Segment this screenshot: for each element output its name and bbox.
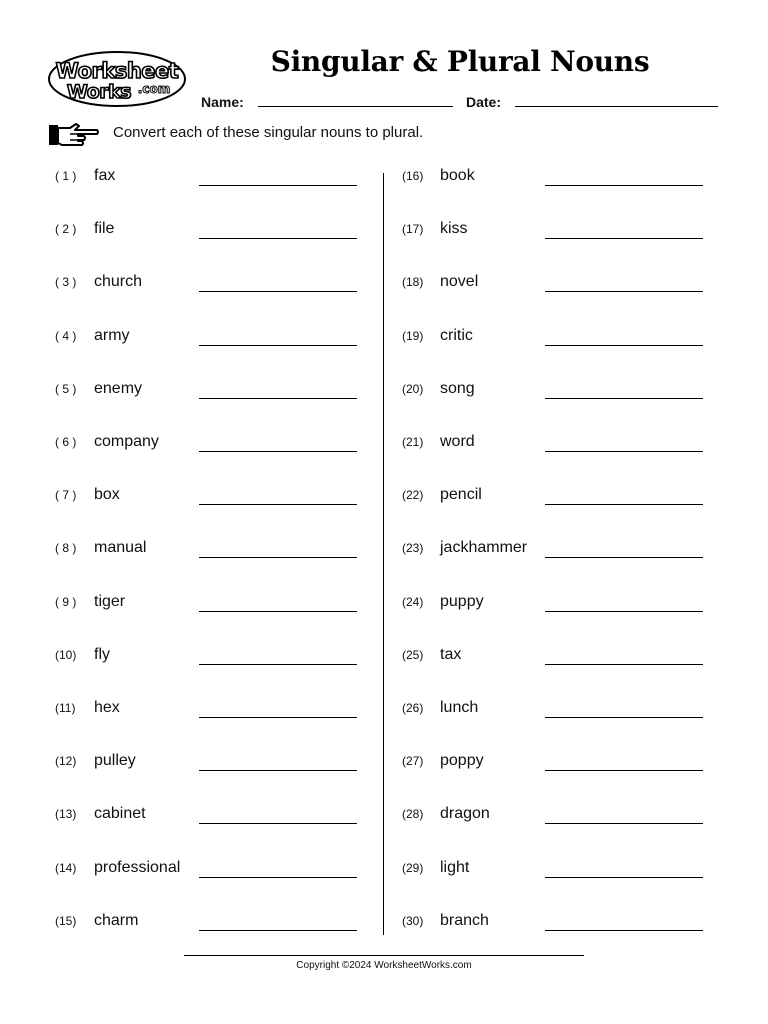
exercise-item — [0, 220, 768, 260]
singular-noun: puppy — [440, 592, 484, 610]
singular-noun: lunch — [440, 699, 479, 716]
singular-noun: fax — [94, 167, 116, 184]
item-number: ( 6 ) — [55, 435, 77, 449]
item-number: (15) — [55, 913, 77, 928]
logo-text-suffix: .com — [137, 82, 171, 96]
item-number: (14) — [55, 860, 77, 875]
singular-noun: word — [440, 433, 475, 450]
exercise-item — [0, 380, 768, 420]
exercise-item — [0, 859, 768, 899]
item-number: (18) — [402, 275, 424, 290]
answer-line[interactable] — [545, 557, 703, 558]
footer-rule — [184, 955, 584, 956]
item-number: ( 1 ) — [55, 169, 77, 183]
item-number: (30) — [402, 913, 424, 928]
exercise-item — [0, 912, 768, 952]
answer-line[interactable] — [545, 291, 703, 292]
singular-noun: professional — [94, 858, 181, 876]
item-number: ( 5 ) — [55, 381, 77, 396]
exercise-item — [0, 486, 768, 526]
answer-line[interactable] — [545, 238, 703, 239]
exercise-item — [0, 805, 768, 845]
worksheetworks-logo — [47, 50, 193, 110]
singular-noun: song — [440, 379, 475, 397]
singular-noun: church — [94, 273, 143, 291]
exercise-item — [0, 167, 768, 207]
singular-noun: cabinet — [94, 805, 146, 823]
answer-line[interactable] — [545, 930, 703, 931]
singular-noun: jackhammer — [440, 539, 528, 557]
singular-noun: pencil — [440, 486, 482, 504]
exercise-item — [0, 752, 768, 792]
singular-noun: tiger — [94, 592, 126, 610]
date-field[interactable] — [515, 106, 718, 107]
answer-line[interactable] — [545, 664, 703, 665]
logo-text-line2: Works — [66, 81, 132, 103]
answer-line[interactable] — [545, 451, 703, 452]
singular-noun: company — [94, 433, 159, 450]
item-number: ( 2 ) — [55, 222, 77, 237]
logo-text-line1: Worksheet — [55, 59, 179, 83]
singular-noun: army — [94, 326, 130, 344]
singular-noun: manual — [94, 539, 147, 557]
name-field[interactable] — [258, 106, 453, 107]
exercise-item — [0, 273, 768, 313]
singular-noun: critic — [440, 326, 473, 344]
item-number: (16) — [402, 169, 424, 183]
item-number: (12) — [55, 754, 77, 769]
item-number: (20) — [402, 381, 424, 396]
singular-noun: file — [94, 220, 115, 238]
singular-noun: enemy — [94, 379, 143, 397]
answer-line[interactable] — [545, 504, 703, 505]
item-number: ( 3 ) — [55, 275, 77, 290]
exercise-item — [0, 699, 768, 739]
item-number: ( 4 ) — [55, 328, 77, 343]
answer-line[interactable] — [545, 770, 703, 771]
singular-noun: fly — [94, 645, 110, 663]
exercise-item — [0, 433, 768, 473]
item-number: (29) — [402, 860, 424, 875]
singular-noun: box — [94, 486, 120, 504]
item-number: (24) — [402, 594, 424, 609]
copyright: Copyright ©2024 WorksheetWorks.com — [296, 960, 472, 971]
item-number: (25) — [402, 647, 424, 662]
exercise-item — [0, 593, 768, 633]
singular-noun: dragon — [440, 805, 490, 823]
item-number: (21) — [402, 435, 424, 449]
answer-line[interactable] — [545, 398, 703, 399]
item-number: (13) — [55, 807, 77, 822]
answer-line[interactable] — [545, 877, 703, 878]
item-number: ( 8 ) — [55, 541, 77, 556]
singular-noun: poppy — [440, 752, 484, 770]
singular-noun: tax — [440, 645, 462, 663]
item-number: (27) — [402, 754, 424, 769]
singular-noun: kiss — [440, 220, 468, 238]
exercise-item — [0, 327, 768, 367]
answer-line[interactable] — [545, 345, 703, 346]
item-number: (19) — [402, 328, 424, 343]
singular-noun: hex — [94, 699, 120, 716]
singular-noun: book — [440, 167, 475, 184]
page-title: Singular & Plural Nouns — [270, 45, 650, 78]
item-number: (10) — [55, 647, 77, 662]
singular-noun: light — [440, 858, 470, 876]
singular-noun: charm — [94, 911, 139, 929]
answer-line[interactable] — [545, 717, 703, 718]
item-number: (17) — [402, 222, 424, 237]
item-number: ( 9 ) — [55, 594, 77, 609]
singular-noun: branch — [440, 911, 489, 929]
item-number: (28) — [402, 807, 424, 822]
answer-line[interactable] — [545, 185, 703, 186]
singular-noun: novel — [440, 273, 479, 291]
item-number: ( 7 ) — [55, 488, 77, 503]
item-number: (23) — [402, 541, 424, 556]
pointing-hand-icon — [48, 122, 100, 148]
item-number: (26) — [402, 701, 424, 715]
exercise-item — [0, 646, 768, 686]
answer-line[interactable] — [545, 823, 703, 824]
item-number: (22) — [402, 488, 424, 503]
answer-line[interactable] — [545, 611, 703, 612]
instructions: Convert each of these singular nouns to plural. — [113, 124, 424, 141]
singular-noun: pulley — [94, 752, 136, 770]
exercise-item — [0, 539, 768, 579]
item-number: (11) — [55, 701, 76, 715]
date-label: Date: — [466, 94, 502, 110]
name-label: Name: — [201, 94, 244, 110]
